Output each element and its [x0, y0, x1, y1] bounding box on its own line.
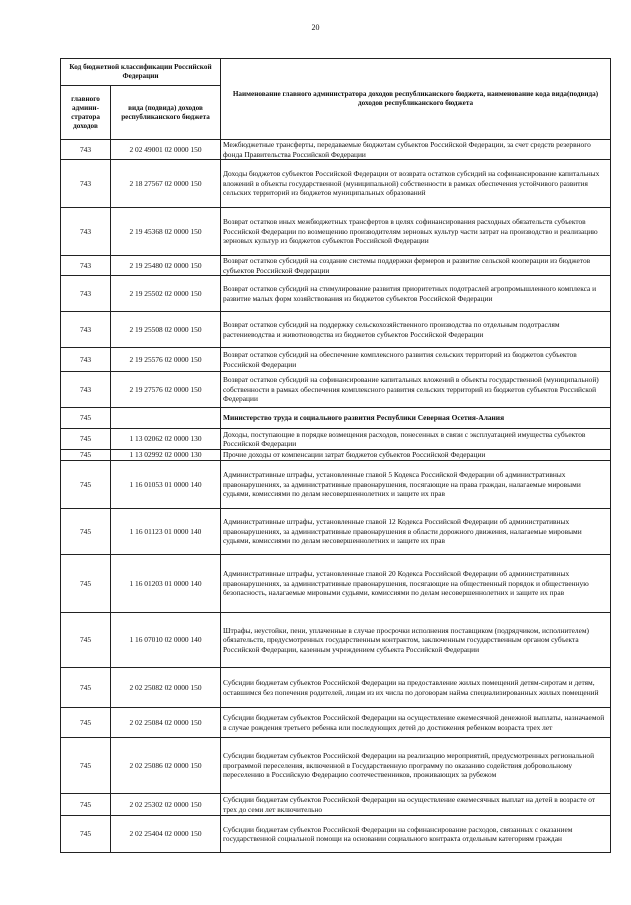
table-row: [61, 450, 611, 461]
revenue-table: [60, 58, 611, 853]
kind-code-cell: 2 18 27567 02 0000 150: [111, 160, 221, 208]
name-cell: Субсидии бюджетам субъектов Российской Федерации на реализацию мероприятий, предусмотренных региональной программой переселения, включенной в Государственную программу по оказанию содействия добровольному переселению в Российскую Федерацию соотечественников, проживающих за рубежом: [221, 738, 611, 794]
table-row: [61, 613, 611, 668]
kind-code-cell: 1 13 02992 02 0000 130: [111, 450, 221, 461]
admin-code-cell: 743: [61, 140, 111, 160]
admin-code-cell: 745: [61, 816, 111, 853]
admin-code-cell: 743: [61, 312, 111, 348]
name-cell: Административные штрафы, установленные главой 12 Кодекса Российской Федерации об административных правонарушениях, за административные правонарушения в области дорожного движения, налагаемые мировыми судьями, комиссиями по делам несовершеннолетних и защите их прав: [221, 509, 611, 555]
kind-code-cell: 2 02 25302 02 0000 150: [111, 794, 221, 816]
name-cell: Субсидии бюджетам субъектов Российской Федерации на осуществление ежемесячных выплат на детей в возрасте от трех до семи лет включительно: [221, 794, 611, 816]
name-cell: Штрафы, неустойки, пени, уплаченные в случае просрочки исполнения поставщиком (подрядчиком, исполнителем) обязательств, предусмотренных государственным контрактом, заключенным государственным органом субъекта Российской Федерации, казенным учреждением субъекта Российской Федерации: [221, 613, 611, 668]
table-row: [61, 348, 611, 372]
table-row: [61, 256, 611, 276]
table-row: [61, 160, 611, 208]
table-row: [61, 668, 611, 708]
table-row: [61, 208, 611, 256]
admin-code-cell: 745: [61, 668, 111, 708]
kind-code-cell: 2 02 49001 02 0000 150: [111, 140, 221, 160]
kind-code-cell: 1 13 02062 02 0000 130: [111, 429, 221, 450]
table-row: [61, 738, 611, 794]
kind-code-cell: 2 19 25502 02 0000 150: [111, 276, 221, 312]
table-row: [61, 509, 611, 555]
name-cell: Министерство труда и социального развития Республики Северная Осетия-Алания: [221, 408, 611, 429]
admin-code-cell: 743: [61, 256, 111, 276]
admin-code-cell: 743: [61, 348, 111, 372]
kind-code-cell: 2 19 25508 02 0000 150: [111, 312, 221, 348]
admin-code-cell: 743: [61, 208, 111, 256]
admin-code-cell: 745: [61, 429, 111, 450]
admin-code-cell: 743: [61, 372, 111, 408]
admin-code-cell: 743: [61, 276, 111, 312]
kind-code-cell: 2 19 25480 02 0000 150: [111, 256, 221, 276]
name-cell: Возврат остатков субсидий на создание системы поддержки фермеров и развитие сельской кооперации из бюджетов субъектов Российской Федерации: [221, 256, 611, 276]
name-cell: Возврат остатков субсидий на стимулирование развития приоритетных подотраслей агропромышленного комплекса и развитие малых форм хозяйствования из бюджетов субъектов Российской Федерации: [221, 276, 611, 312]
kind-code-cell: 2 02 25084 02 0000 150: [111, 708, 221, 738]
table-row: [61, 708, 611, 738]
header-name: Наименование главного администратора доходов республиканского бюджета, наименование кода вида(подвида) доходов республиканского бюджета: [221, 59, 611, 140]
kind-code-cell: 1 16 01053 01 0000 140: [111, 461, 221, 509]
table-row: [61, 429, 611, 450]
kind-code-cell: 2 19 27576 02 0000 150: [111, 372, 221, 408]
kind-code-cell: 2 02 25082 02 0000 150: [111, 668, 221, 708]
table-body: [61, 140, 611, 853]
name-cell: Доходы бюджетов субъектов Российской Федерации от возврата остатков субсидий на софинансирование капитальных вложений в объекты государственной (муниципальной) собственности в рамках обеспечения устойчивого развития сельских территорий из бюджетов муниципальных образований: [221, 160, 611, 208]
table-row: [61, 794, 611, 816]
admin-code-cell: 745: [61, 450, 111, 461]
kind-code-cell: 1 16 07010 02 0000 140: [111, 613, 221, 668]
table-row: [61, 555, 611, 613]
admin-code-cell: 745: [61, 613, 111, 668]
page-number: 20: [311, 23, 320, 32]
table-header-row: [61, 59, 611, 86]
table-row: [61, 461, 611, 509]
header-admin-code: главного админи-стратора доходов: [61, 86, 111, 140]
kind-code-cell: 2 19 45368 02 0000 150: [111, 208, 221, 256]
name-cell: Межбюджетные трансферты, передаваемые бюджетам субъектов Российской Федерации, за счет средств резервного фонда Правительства Российской Федерации: [221, 140, 611, 160]
header-budget-classification: Код бюджетной классификации Российской Федерации: [61, 59, 221, 86]
name-cell: Возврат остатков иных межбюджетных трансфертов в целях софинансирования расходных обязательств субъектов Российской Федерации по возмещению производителям зерновых культур части затрат на производство и реализацию зерновых культур из бюджетов субъектов Российской Федерации: [221, 208, 611, 256]
kind-code-cell: 1 16 01203 01 0000 140: [111, 555, 221, 613]
name-cell: Прочие доходы от компенсации затрат бюджетов субъектов Российской Федерации: [221, 450, 611, 461]
name-cell: Возврат остатков субсидий на поддержку сельскохозяйственного производства по отдельным подотраслям растениеводства и животноводства из бюджетов субъектов Российской Федерации: [221, 312, 611, 348]
table-row: [61, 276, 611, 312]
table-row: [61, 372, 611, 408]
name-cell: Административные штрафы, установленные главой 5 Кодекса Российской Федерации об административных правонарушениях, за административные правонарушения, посягающие на права граждан, налагаемые мировыми судьями, комиссиями по делам несовершеннолетних и защите их прав: [221, 461, 611, 509]
name-cell: Возврат остатков субсидий на софинансирование капитальных вложений в объекты государственной (муниципальной) собственности в рамках обеспечения комплексного развития сельских территорий из бюджетов субъектов Российской Федерации: [221, 372, 611, 408]
table-row: [61, 408, 611, 429]
admin-code-cell: 745: [61, 509, 111, 555]
kind-code-cell: 2 02 25086 02 0000 150: [111, 738, 221, 794]
kind-code-cell: [111, 408, 221, 429]
admin-code-cell: 745: [61, 408, 111, 429]
admin-code-cell: 745: [61, 461, 111, 509]
table-row: [61, 312, 611, 348]
name-cell: Административные штрафы, установленные главой 20 Кодекса Российской Федерации об административных правонарушениях, за административные правонарушения, посягающие на общественный порядок и общественную безопасность, налагаемые мировыми судьями, комиссиями по делам несовершеннолетних и защите их прав: [221, 555, 611, 613]
table-row: [61, 816, 611, 853]
name-cell: Субсидии бюджетам субъектов Российской Федерации на осуществление ежемесячной денежной выплаты, назначаемой в случае рождения третьего ребенка или последующих детей до достижения ребенком возраста трех лет: [221, 708, 611, 738]
name-cell: Субсидии бюджетам субъектов Российской Федерации на софинансирование расходов, связанных с оказанием государственной социальной помощи на основании социального контракта отдельным категориям граждан: [221, 816, 611, 853]
name-cell: Субсидии бюджетам субъектов Российской Федерации на предоставление жилых помещений детям-сиротам и детям, оставшимся без попечения родителей, лицам из их числа по договорам найма специализированных жилых помещений: [221, 668, 611, 708]
admin-code-cell: 745: [61, 555, 111, 613]
admin-code-cell: 745: [61, 708, 111, 738]
kind-code-cell: 2 19 25576 02 0000 150: [111, 348, 221, 372]
admin-code-cell: 745: [61, 738, 111, 794]
header-kind-code: вида (подвида) доходов республиканского бюджета: [111, 86, 221, 140]
table-row: [61, 140, 611, 160]
kind-code-cell: 2 02 25404 02 0000 150: [111, 816, 221, 853]
name-cell: Возврат остатков субсидий на обеспечение комплексного развития сельских территорий из бюджетов субъектов Российской Федерации: [221, 348, 611, 372]
admin-code-cell: 743: [61, 160, 111, 208]
kind-code-cell: 1 16 01123 01 0000 140: [111, 509, 221, 555]
name-cell: Доходы, поступающие в порядке возмещения расходов, понесенных в связи с эксплуатацией имущества субъектов Российской Федерации: [221, 429, 611, 450]
admin-code-cell: 745: [61, 794, 111, 816]
